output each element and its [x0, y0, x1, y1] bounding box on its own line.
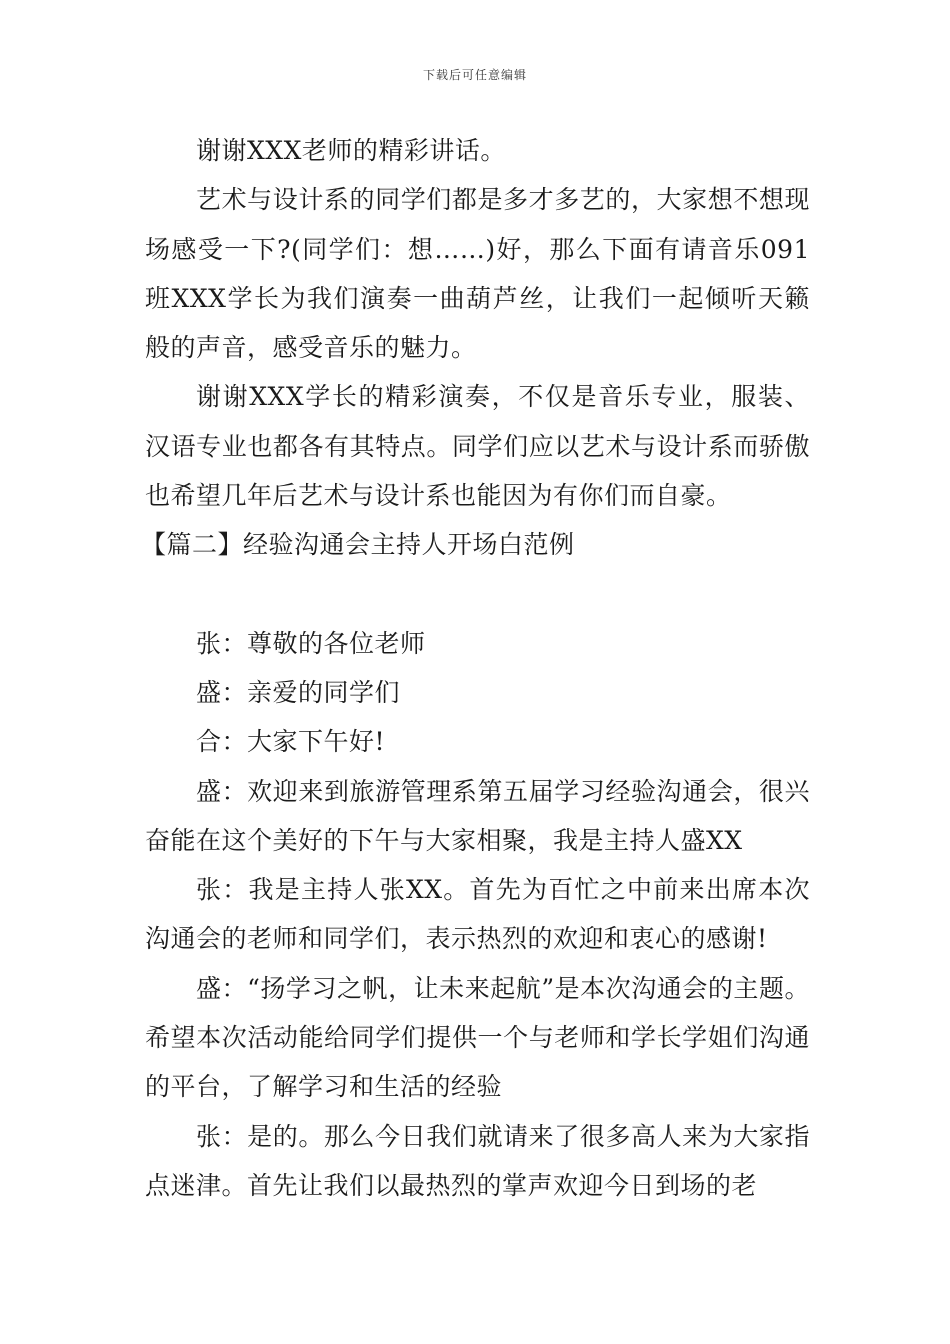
section-title: 【篇二】经验沟通会主持人开场白范例: [141, 530, 575, 560]
paragraph-thanks-teacher: 谢谢XXX老师的精彩讲话。: [196, 136, 506, 165]
dialogue-line: 盛：亲爱的同学们: [196, 677, 401, 707]
dialogue-line: 合：大家下午好!: [196, 727, 386, 757]
dialogue-line: 张：我是主持人张XX。首先为百忙之中前来出席本次沟通会的老师和同学们，表示热烈的欢迎和衷心的感谢!: [145, 875, 810, 954]
dialogue-line: 张：是的。那么今日我们就请来了很多高人来为大家指点迷津。首先让我们以最热烈的掌声欢迎今日到场的老: [145, 1121, 810, 1200]
dialogue-line: 张：尊敬的各位老师: [196, 628, 426, 658]
paragraph-music-performance: 艺术与设计系的同学们都是多才多艺的，大家想不想现场感受一下?(同学们：想……)好，那么下面有请音乐091班XXX学长为我们演奏一曲葫芦丝，让我们一起倾听天籁般的声音，感受音乐的魅力。: [145, 185, 810, 363]
page-header-note: 下载后可任意编辑: [422, 68, 527, 82]
dialogue-line: 盛：“扬学习之帆，让未来起航”是本次沟通会的主题。希望本次活动能给同学们提供一个与老师和学长学姐们沟通的平台，了解学习和生活的经验: [145, 973, 810, 1102]
dialogue-line: 盛：欢迎来到旅游管理系第五届学习经验沟通会，很兴奋能在这个美好的下午与大家相聚，我是主持人盛XX: [145, 776, 810, 855]
document-body: [141, 126, 810, 1210]
paragraph-thanks-senior: 谢谢XXX学长的精彩演奏，不仅是音乐专业，服装、汉语专业也都各有其特点。同学们应以艺术与设计系而骄傲也希望几年后艺术与设计系也能因为有你们而自豪。: [145, 382, 810, 511]
section-spacer: [145, 570, 810, 619]
